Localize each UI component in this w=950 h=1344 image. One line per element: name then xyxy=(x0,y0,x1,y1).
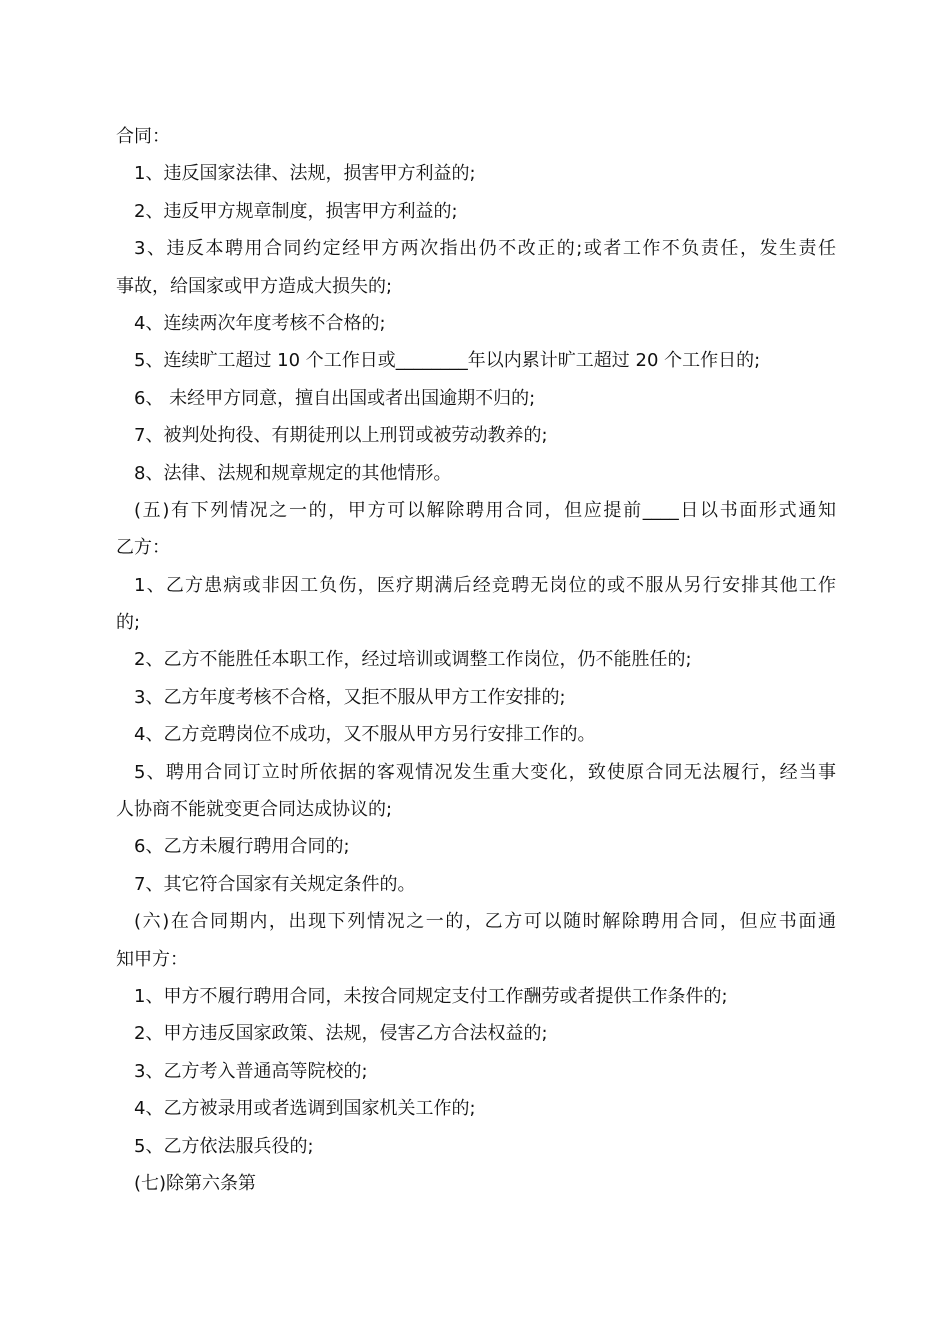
text-line: 乙方： xyxy=(116,537,170,559)
list-item: 6、 未经甲方同意，擅自出国或者出国逾期不归的; xyxy=(134,387,536,409)
list-item: 5、聘用合同订立时所依据的客观情况发生重大变化，致使原合同无法履行，经当事 xyxy=(134,761,836,783)
list-item: 7、其它符合国家有关规定条件的。 xyxy=(134,873,416,895)
list-item: 6、乙方未履行聘用合同的; xyxy=(134,836,350,858)
list-item: 2、违反甲方规章制度，损害甲方利益的; xyxy=(134,200,458,222)
text-line: 合同： xyxy=(116,126,170,147)
section-heading: (七)除第六条第 xyxy=(134,1172,257,1194)
list-item: 4、乙方竞聘岗位不成功，又不服从甲方另行安排工作的。 xyxy=(134,724,596,746)
list-item: 5、连续旷工超过 10 个工作日或________年以内累计旷工超过 20 个工作日的; xyxy=(134,350,761,372)
list-item: 1、乙方患病或非因工负伤，医疗期满后经竞聘无岗位的或不服从另行安排其他工作 xyxy=(134,574,836,596)
list-item: 1、甲方不履行聘用合同，未按合同规定支付工作酬劳或者提供工作条件的; xyxy=(134,985,728,1007)
list-item: 4、连续两次年度考核不合格的; xyxy=(134,312,386,334)
list-item: 4、乙方被录用或者选调到国家机关工作的; xyxy=(134,1098,476,1120)
list-item: 2、乙方不能胜任本职工作，经过培训或调整工作岗位，仍不能胜任的; xyxy=(134,649,692,671)
list-item: 3、违反本聘用合同约定经甲方两次指出仍不改正的;或者工作不负责任，发生责任 xyxy=(134,238,836,260)
list-item: 5、乙方依法服兵役的; xyxy=(134,1135,314,1157)
text-line: 事故，给国家或甲方造成大损失的; xyxy=(116,275,393,297)
section-heading: (六)在合同期内，出现下列情况之一的，乙方可以随时解除聘用合同，但应书面通 xyxy=(134,911,836,933)
list-item: 3、乙方年度考核不合格，又拒不服从甲方工作安排的; xyxy=(134,686,566,708)
list-item: 7、被判处拘役、有期徒刑以上刑罚或被劳动教养的; xyxy=(134,425,548,447)
list-item: 3、乙方考入普通高等院校的; xyxy=(134,1060,368,1082)
text-line: 人协商不能就变更合同达成协议的; xyxy=(116,799,393,821)
list-item: 8、法律、法规和规章规定的其他情形。 xyxy=(134,462,452,484)
document-body xyxy=(116,118,836,1202)
list-item: 2、甲方违反国家政策、法规，侵害乙方合法权益的; xyxy=(134,1023,548,1045)
text-line: 的; xyxy=(116,612,141,634)
list-item: 1、违反国家法律、法规，损害甲方利益的; xyxy=(134,163,476,185)
text-line: 知甲方： xyxy=(116,948,188,970)
section-heading: (五)有下列情况之一的，甲方可以解除聘用合同，但应提前____日以书面形式通知 xyxy=(134,499,836,521)
